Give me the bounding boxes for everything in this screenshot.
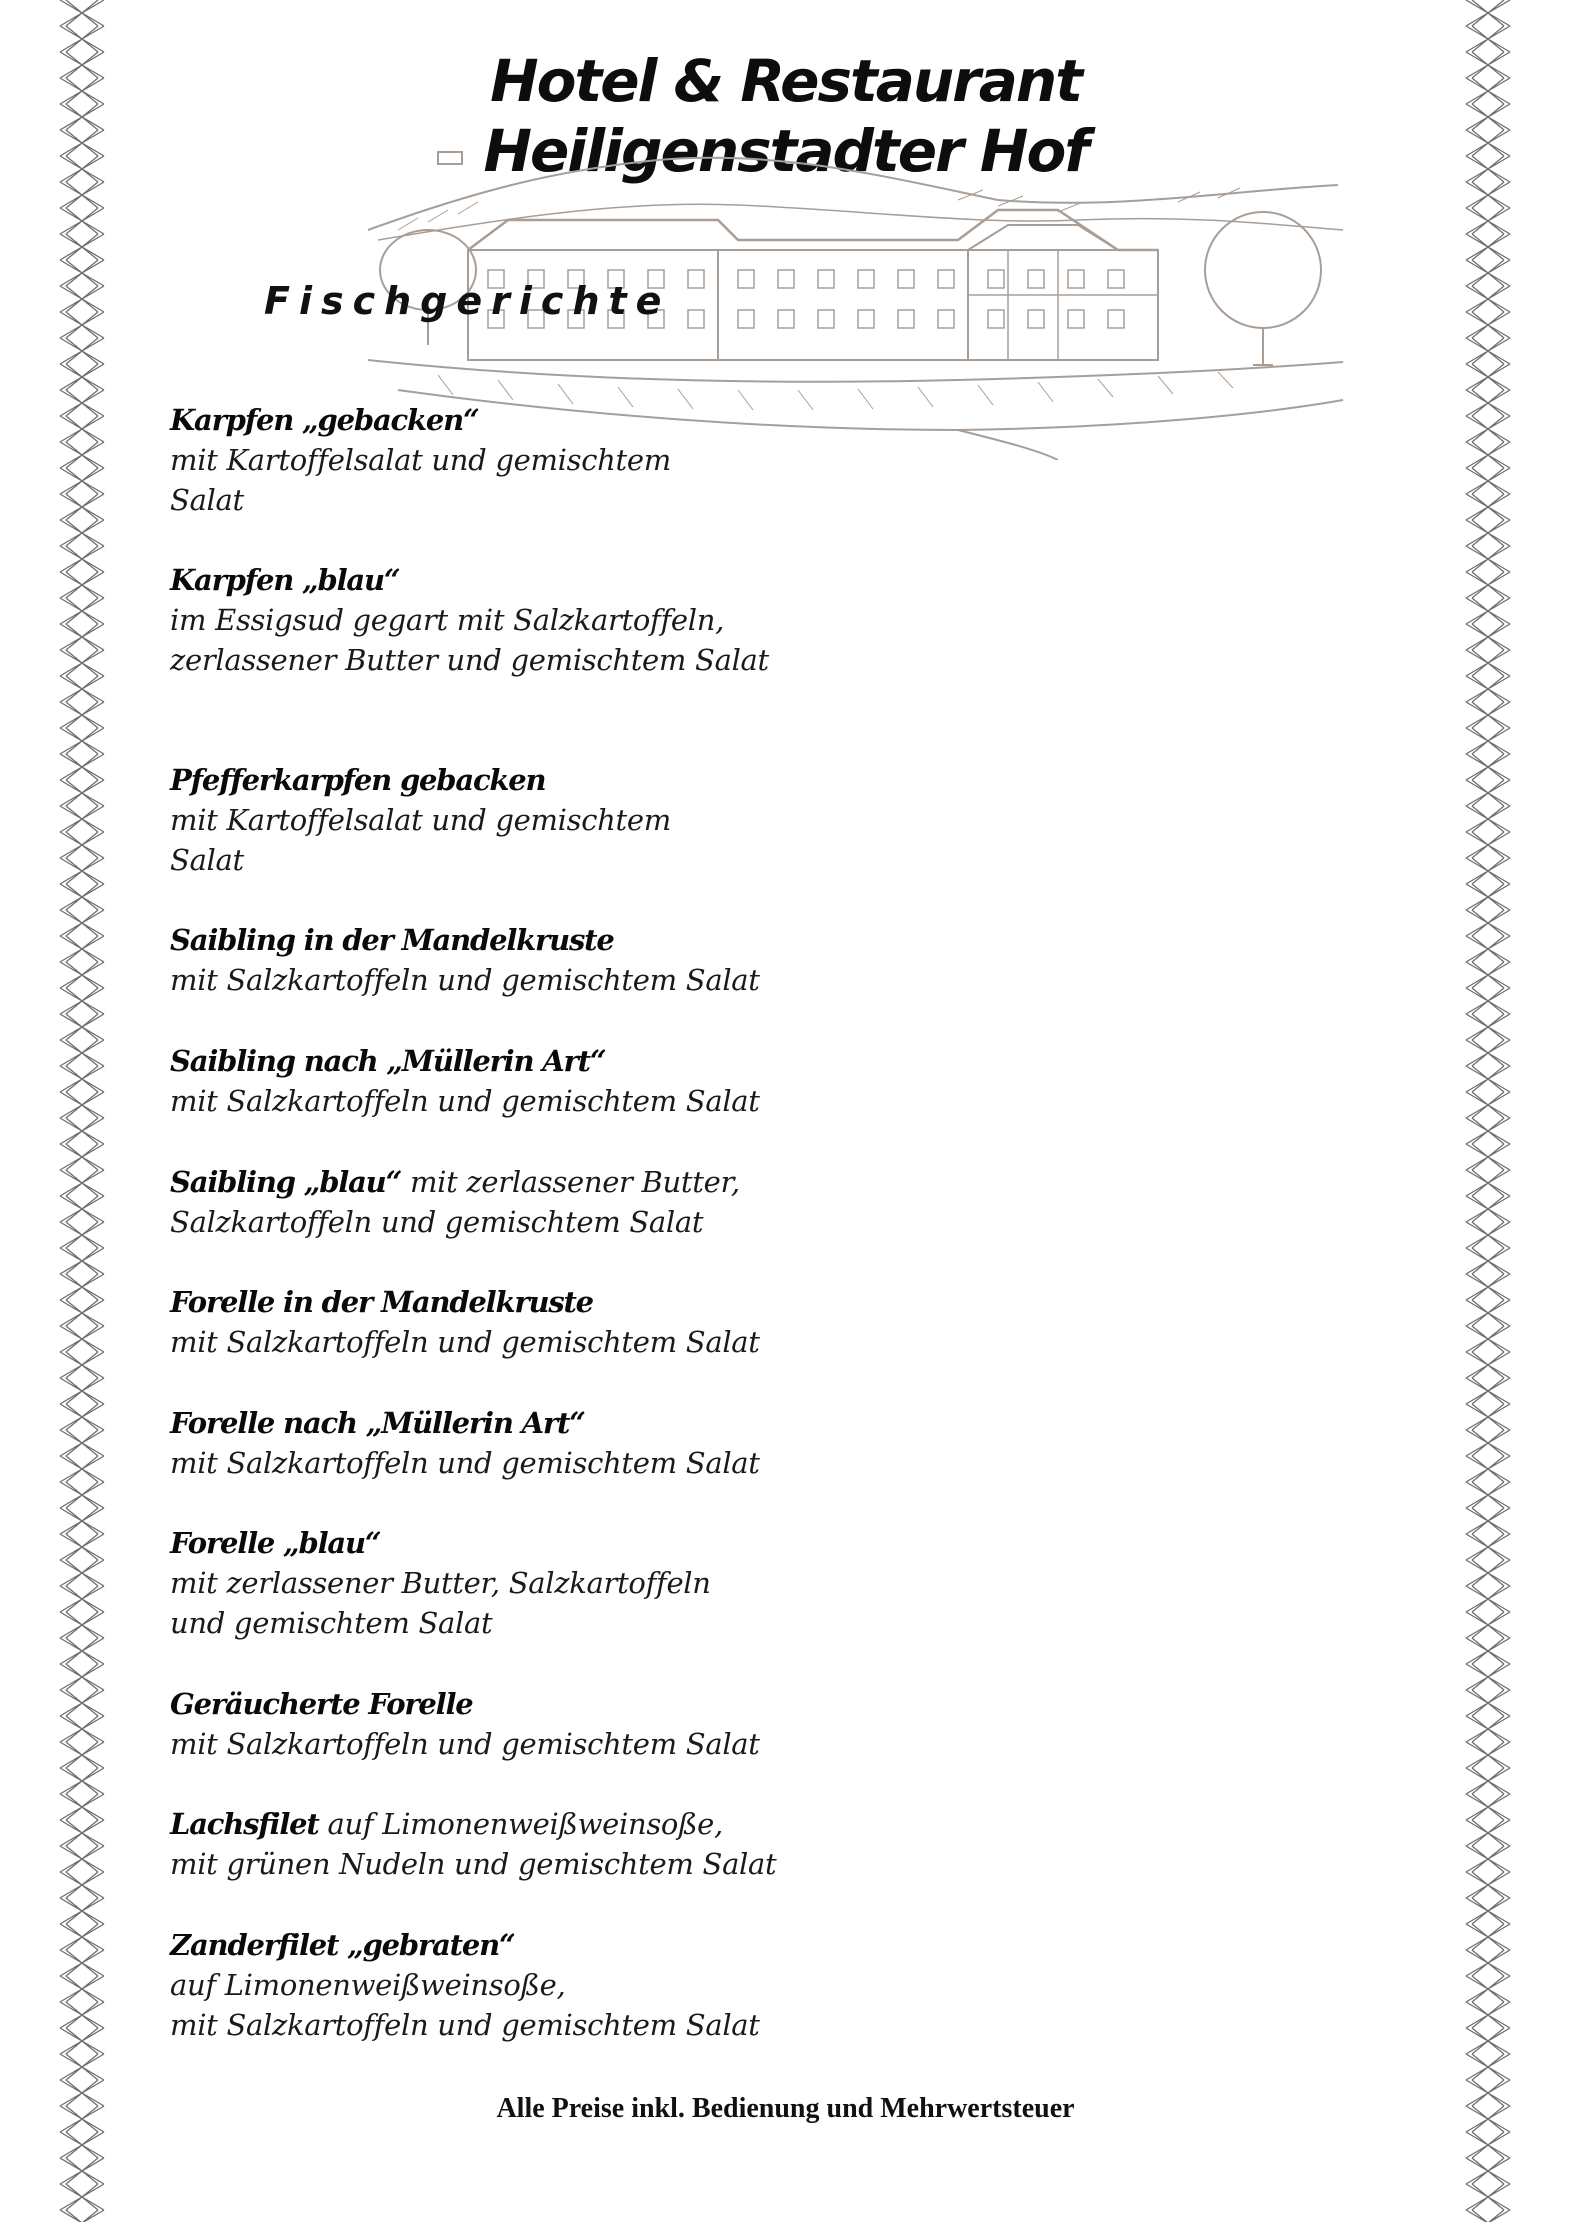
border-stitch [1466, 286, 1510, 312]
border-stitch [1466, 312, 1510, 338]
dish-desc-line: mit Salzkartoffeln und gemischtem Salat [170, 1325, 760, 1359]
border-stitch [60, 1560, 104, 1586]
border-stitch [60, 1690, 104, 1716]
border-stitch [1466, 442, 1510, 468]
border-stitch [60, 1326, 104, 1352]
border-stitch [1466, 1664, 1510, 1690]
border-stitch [60, 1040, 104, 1066]
border-stitch [1466, 1430, 1510, 1456]
border-stitch [1466, 832, 1510, 858]
border-stitch [1466, 936, 1510, 962]
menu-item [170, 1684, 1370, 1764]
border-stitch [60, 1144, 104, 1170]
border-stitch [1466, 1794, 1510, 1820]
border-stitch [1466, 624, 1510, 650]
border-stitch [60, 1612, 104, 1638]
left-border-pattern [52, 0, 112, 2222]
border-stitch [60, 286, 104, 312]
dish-inline-desc: mit zerlassener Butter, [401, 1165, 740, 1199]
border-stitch [60, 1742, 104, 1768]
menu-item [170, 1804, 1370, 1884]
border-stitch [60, 1274, 104, 1300]
border-stitch [1466, 2002, 1510, 2028]
border-stitch [60, 1924, 104, 1950]
border-stitch [60, 1118, 104, 1144]
border-stitch [60, 858, 104, 884]
border-stitch [1466, 260, 1510, 286]
border-stitch [60, 1378, 104, 1404]
border-stitch [60, 1950, 104, 1976]
border-stitch [60, 2184, 104, 2210]
border-stitch [1466, 1352, 1510, 1378]
border-stitch [60, 1014, 104, 1040]
dish-desc-line: mit Kartoffelsalat und gemischtem [170, 803, 671, 837]
dish-desc-line: auf Limonenweißweinsoße, [170, 1968, 566, 2002]
border-stitch [1466, 1534, 1510, 1560]
border-stitch [60, 1170, 104, 1196]
border-stitch [1466, 1690, 1510, 1716]
border-stitch [60, 442, 104, 468]
border-stitch [1466, 910, 1510, 936]
menu-item [170, 1925, 1370, 2045]
border-stitch [1466, 1508, 1510, 1534]
border-stitch [60, 2002, 104, 2028]
border-stitch [1466, 754, 1510, 780]
border-stitch [1466, 780, 1510, 806]
border-stitch [60, 1300, 104, 1326]
border-stitch [1466, 1768, 1510, 1794]
border-stitch [1466, 546, 1510, 572]
border-stitch [1466, 702, 1510, 728]
border-stitch [1466, 1170, 1510, 1196]
border-stitch [1466, 182, 1510, 208]
border-stitch [60, 832, 104, 858]
border-stitch [60, 0, 104, 26]
dish-name: Pfefferkarpfen gebacken [170, 763, 546, 797]
dish-name: Geräucherte Forelle [170, 1687, 473, 1721]
border-stitch [1466, 1300, 1510, 1326]
dish-desc-line: mit Salzkartoffeln und gemischtem Salat [170, 1727, 760, 1761]
border-stitch [60, 546, 104, 572]
border-stitch [1466, 728, 1510, 754]
dish-desc-line: mit grünen Nudeln und gemischtem Salat [170, 1847, 777, 1881]
menu-item [170, 1282, 1370, 1362]
border-stitch [60, 494, 104, 520]
border-stitch [60, 1586, 104, 1612]
menu-item [170, 1523, 1370, 1643]
border-stitch [60, 520, 104, 546]
border-stitch [60, 1196, 104, 1222]
border-stitch [60, 1872, 104, 1898]
hotel-title-line2: Heiligenstadter Hof [483, 117, 1088, 185]
border-stitch [60, 312, 104, 338]
border-stitch [1466, 1456, 1510, 1482]
border-stitch [60, 702, 104, 728]
dish-name: Karpfen „blau“ [170, 563, 400, 597]
border-stitch [60, 1534, 104, 1560]
border-stitch [60, 1066, 104, 1092]
border-stitch [60, 650, 104, 676]
border-stitch [60, 234, 104, 260]
dish-desc-line: Salzkartoffeln und gemischtem Salat [170, 1205, 704, 1239]
border-stitch [60, 468, 104, 494]
border-stitch [60, 936, 104, 962]
border-stitch [60, 2028, 104, 2054]
border-stitch [1466, 1326, 1510, 1352]
border-stitch [1466, 1898, 1510, 1924]
border-stitch [1466, 1716, 1510, 1742]
border-stitch [1466, 650, 1510, 676]
border-stitch [60, 910, 104, 936]
border-stitch [1466, 1404, 1510, 1430]
border-stitch [1466, 598, 1510, 624]
section-title: Fischgerichte [264, 279, 671, 323]
border-stitch [60, 884, 104, 910]
border-stitch [1466, 1274, 1510, 1300]
border-stitch [1466, 1872, 1510, 1898]
hotel-title-line1: Hotel & Restaurant [490, 47, 1081, 115]
dish-desc-line: mit Salzkartoffeln und gemischtem Salat [170, 1084, 760, 1118]
border-stitch [60, 780, 104, 806]
border-stitch [1466, 1586, 1510, 1612]
border-stitch [1466, 416, 1510, 442]
dish-desc-line: Salat [170, 843, 244, 877]
border-stitch [1466, 858, 1510, 884]
border-stitch [60, 1638, 104, 1664]
menu-item [170, 920, 1370, 1000]
border-stitch [1466, 2132, 1510, 2158]
dish-name: Zanderfilet „gebraten“ [170, 1928, 515, 1962]
dish-desc-line: mit Kartoffelsalat und gemischtem [170, 443, 671, 477]
border-stitch [60, 962, 104, 988]
border-stitch [60, 364, 104, 390]
border-stitch [1466, 390, 1510, 416]
border-stitch [1466, 884, 1510, 910]
dish-desc-line: im Essigsud gegart mit Salzkartoffeln, [170, 603, 725, 637]
border-stitch [1466, 0, 1510, 26]
border-stitch [1466, 468, 1510, 494]
border-stitch [1466, 1924, 1510, 1950]
border-stitch [60, 988, 104, 1014]
border-stitch [60, 1768, 104, 1794]
border-stitch [1466, 2158, 1510, 2184]
border-stitch [1466, 962, 1510, 988]
border-stitch [1466, 1950, 1510, 1976]
border-stitch [60, 624, 104, 650]
border-stitch [60, 390, 104, 416]
border-stitch [1466, 1144, 1510, 1170]
border-stitch [1466, 520, 1510, 546]
border-stitch [60, 2132, 104, 2158]
border-stitch [60, 598, 104, 624]
border-stitch [60, 1976, 104, 2002]
dish-desc-line: mit Salzkartoffeln und gemischtem Salat [170, 963, 760, 997]
border-stitch [1466, 26, 1510, 52]
border-stitch [60, 416, 104, 442]
menu-item [170, 1041, 1370, 1121]
dish-name: Saibling nach „Müllerin Art“ [170, 1044, 606, 1078]
right-border-pattern [1458, 0, 1518, 2222]
border-stitch [60, 1716, 104, 1742]
border-stitch [1466, 806, 1510, 832]
border-stitch [1466, 1014, 1510, 1040]
border-stitch [1466, 572, 1510, 598]
border-stitch [1466, 676, 1510, 702]
border-stitch [1466, 234, 1510, 260]
border-stitch [1466, 338, 1510, 364]
dish-desc-line: mit Salzkartoffeln und gemischtem Salat [170, 2008, 760, 2042]
border-stitch [60, 1456, 104, 1482]
border-stitch [60, 1430, 104, 1456]
menu-item [170, 1403, 1370, 1483]
border-stitch [1466, 1040, 1510, 1066]
border-stitch [60, 1846, 104, 1872]
border-stitch [1466, 1482, 1510, 1508]
border-stitch [1466, 1222, 1510, 1248]
border-stitch [1466, 2028, 1510, 2054]
border-stitch [1466, 494, 1510, 520]
dish-desc-line: mit zerlassener Butter, Salzkartoffeln [170, 1566, 711, 1600]
dish-name: Lachsfilet [170, 1807, 319, 1841]
border-stitch [60, 1352, 104, 1378]
border-stitch [60, 2054, 104, 2080]
border-stitch [60, 2158, 104, 2184]
price-note-footer: Alle Preise inkl. Bedienung und Mehrwertsteuer [496, 2093, 1075, 2124]
border-stitch [60, 1820, 104, 1846]
dish-name: Saibling in der Mandelkruste [170, 923, 614, 957]
border-stitch [1466, 208, 1510, 234]
dish-name: Saibling „blau“ [170, 1165, 402, 1199]
dish-name: Karpfen „gebacken“ [170, 403, 479, 437]
border-stitch [60, 754, 104, 780]
dish-desc-line: Salat [170, 483, 244, 517]
border-stitch [1466, 1378, 1510, 1404]
border-stitch [1466, 1820, 1510, 1846]
border-stitch [1466, 1612, 1510, 1638]
border-stitch [60, 260, 104, 286]
border-stitch [1466, 1196, 1510, 1222]
border-stitch [60, 676, 104, 702]
border-stitch [60, 26, 104, 52]
menu-item [170, 1162, 1370, 1242]
dish-name: Forelle in der Mandelkruste [170, 1285, 593, 1319]
border-stitch [60, 208, 104, 234]
dish-desc-line: zerlassener Butter und gemischtem Salat [170, 643, 769, 677]
border-stitch [1466, 1066, 1510, 1092]
border-stitch [60, 1664, 104, 1690]
border-stitch [1466, 364, 1510, 390]
menu-item [170, 760, 1370, 880]
menu-item [170, 400, 1370, 520]
dish-inline-desc: auf Limonenweißweinsoße, [318, 1807, 723, 1841]
dish-desc-line: und gemischtem Salat [170, 1606, 493, 1640]
border-stitch [1466, 1638, 1510, 1664]
border-stitch [60, 1404, 104, 1430]
border-stitch [60, 1222, 104, 1248]
border-stitch [1466, 1976, 1510, 2002]
border-stitch [60, 1794, 104, 1820]
border-stitch [1466, 1248, 1510, 1274]
border-stitch [60, 1482, 104, 1508]
border-stitch [1466, 1846, 1510, 1872]
border-stitch [1466, 2184, 1510, 2210]
border-stitch [60, 2210, 104, 2222]
dish-name: Forelle „blau“ [170, 1526, 381, 1560]
border-stitch [1466, 988, 1510, 1014]
dish-name: Forelle nach „Müllerin Art“ [170, 1406, 585, 1440]
border-stitch [60, 182, 104, 208]
menu-item [170, 560, 1370, 680]
border-stitch [1466, 1742, 1510, 1768]
border-stitch [60, 1508, 104, 1534]
dish-desc-line: mit Salzkartoffeln und gemischtem Salat [170, 1446, 760, 1480]
border-stitch [1466, 2210, 1510, 2222]
border-stitch [60, 1248, 104, 1274]
border-stitch [60, 1092, 104, 1118]
border-stitch [1466, 2054, 1510, 2080]
border-stitch [60, 728, 104, 754]
border-stitch [60, 806, 104, 832]
border-stitch [60, 338, 104, 364]
border-stitch [1466, 1560, 1510, 1586]
border-stitch [60, 1898, 104, 1924]
border-stitch [60, 572, 104, 598]
border-stitch [1466, 1092, 1510, 1118]
border-stitch [1466, 1118, 1510, 1144]
